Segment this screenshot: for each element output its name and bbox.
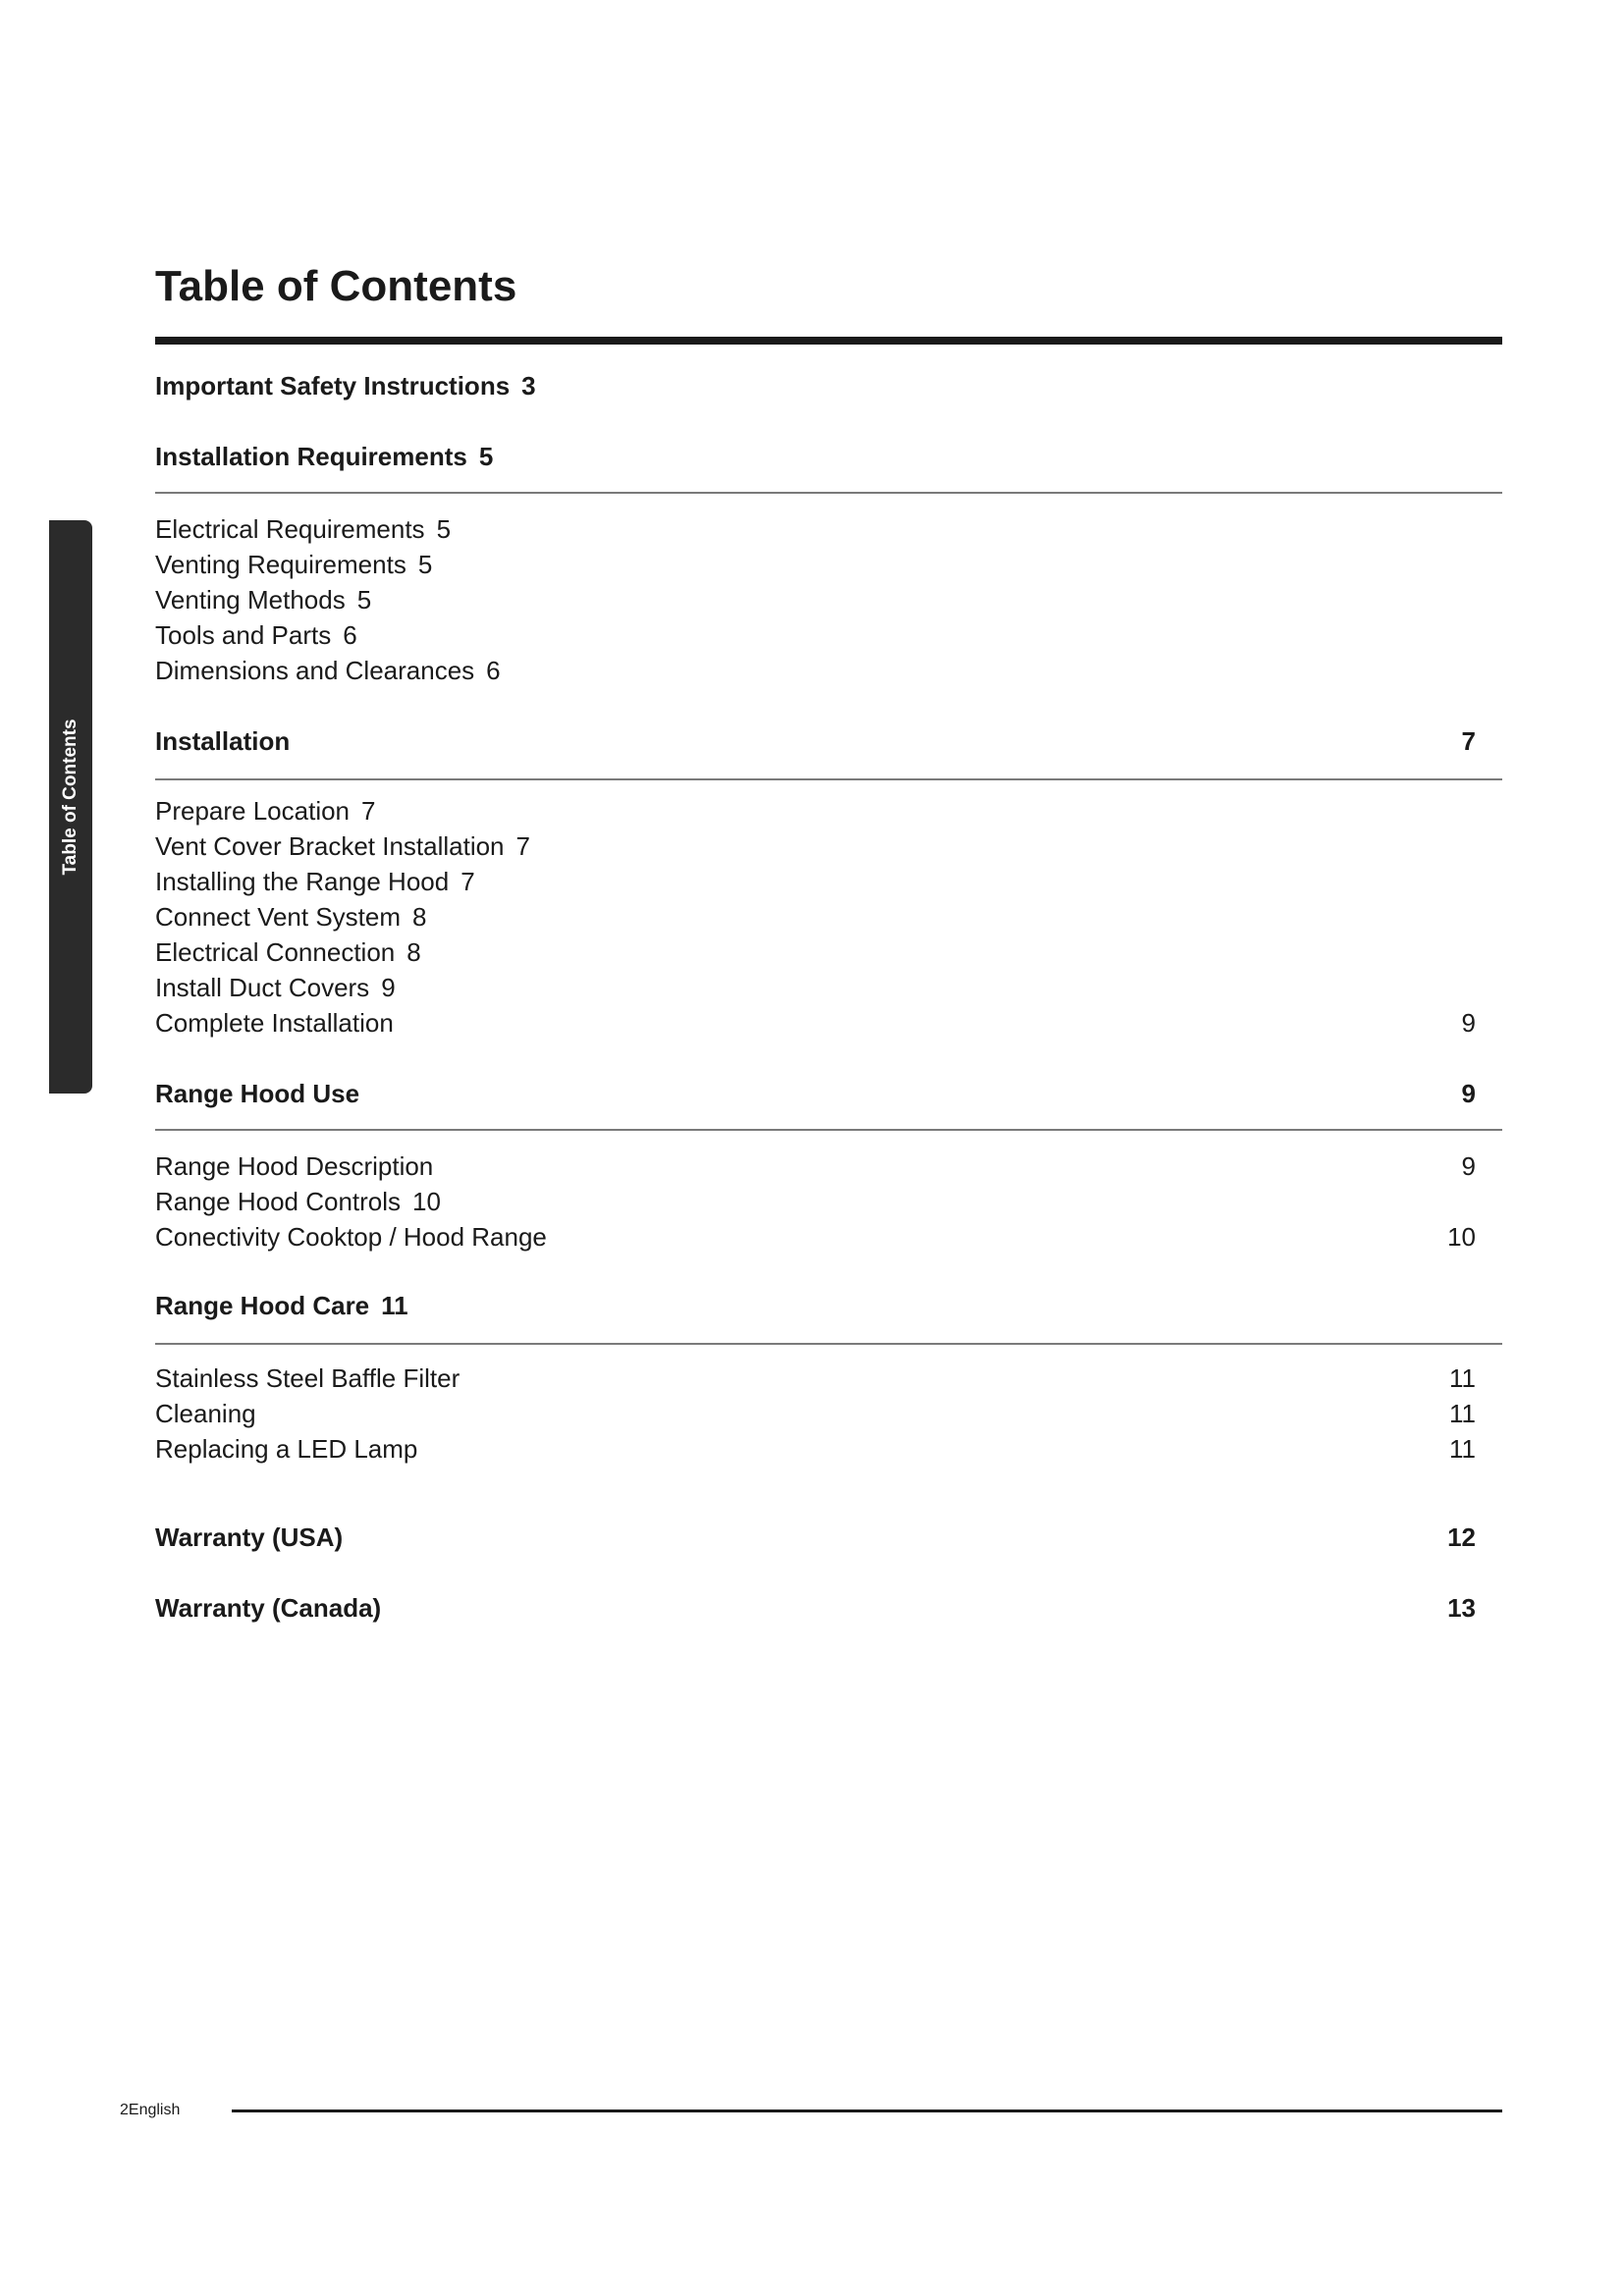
toc-section[interactable] (155, 439, 1476, 474)
toc-section-label: Warranty (Canada) (155, 1593, 382, 1623)
toc-item[interactable] (155, 793, 1476, 828)
toc-page-number: 8 (406, 937, 421, 967)
toc-section-label: Range Hood Care (155, 1291, 370, 1320)
page-title: Table of Contents (155, 262, 517, 310)
toc-item[interactable] (155, 582, 1476, 617)
toc-item-label: Electrical Requirements (155, 514, 425, 544)
toc-item[interactable] (155, 617, 1476, 653)
toc-section[interactable] (155, 1288, 1476, 1323)
toc-page-number: 5 (417, 550, 433, 579)
toc-page-number: 9 (381, 973, 396, 1002)
toc-page-number: 12 (1447, 1522, 1476, 1552)
toc-item-label: Installing the Range Hood (155, 867, 450, 896)
toc-item[interactable] (155, 899, 1476, 934)
toc-item[interactable] (155, 970, 1476, 1005)
title-divider (155, 337, 1502, 345)
toc-section[interactable] (155, 1590, 1476, 1626)
footer-divider (232, 2109, 1502, 2112)
toc-item-label: Vent Cover Bracket Installation (155, 831, 505, 861)
toc-item[interactable] (155, 828, 1476, 864)
toc-item[interactable] (155, 547, 1476, 582)
toc-page-number: 13 (1447, 1593, 1476, 1623)
toc-item-label: Prepare Location (155, 796, 351, 826)
toc-item-label: Venting Methods (155, 585, 346, 614)
section-divider (155, 1343, 1502, 1345)
toc-item[interactable] (155, 1361, 1476, 1396)
toc-item-label: Venting Requirements (155, 550, 406, 579)
toc-item[interactable] (155, 511, 1476, 547)
toc-page-number: 6 (486, 656, 501, 685)
toc-item[interactable] (155, 1184, 1476, 1219)
toc-section-label: Important Safety Instructions (155, 371, 511, 400)
toc-page-number: 6 (343, 620, 357, 650)
toc-page-number: 5 (478, 442, 494, 471)
toc-page-number: 9 (1461, 1151, 1476, 1181)
toc-page-number: 7 (1461, 726, 1476, 756)
toc-page-number: 3 (521, 371, 536, 400)
toc-item[interactable] (155, 1219, 1476, 1255)
toc-item-label: Dimensions and Clearances (155, 656, 475, 685)
toc-page-number: 10 (1447, 1222, 1476, 1252)
toc-page-number: 11 (1449, 1399, 1476, 1428)
side-tab-label: Table of Contents (60, 719, 81, 876)
toc-item[interactable] (155, 1005, 1476, 1041)
toc-item-label: Connect Vent System (155, 902, 402, 932)
toc-item-label: Range Hood Controls (155, 1187, 402, 1216)
toc-page-number: 5 (436, 514, 452, 544)
toc-item-label: Replacing a LED Lamp (155, 1434, 418, 1464)
toc-page-number: 7 (515, 831, 530, 861)
toc-item-label: Conectivity Cooktop / Hood Range (155, 1222, 547, 1252)
toc-section-label: Warranty (USA) (155, 1522, 344, 1552)
toc-section[interactable] (155, 368, 1476, 403)
page-footer: 2English (120, 2102, 181, 2118)
toc-section[interactable] (155, 1076, 1476, 1111)
toc-item[interactable] (155, 653, 1476, 688)
toc-page-number: 11 (381, 1291, 408, 1320)
toc-section[interactable] (155, 723, 1476, 759)
toc-item[interactable] (155, 1431, 1476, 1467)
toc-section[interactable] (155, 1520, 1476, 1555)
toc-page-number: 7 (361, 796, 376, 826)
section-divider (155, 778, 1502, 780)
toc-item[interactable] (155, 1148, 1476, 1184)
toc-item-label: Install Duct Covers (155, 973, 370, 1002)
toc-section-label: Installation (155, 726, 291, 756)
toc-page-number: 9 (1461, 1079, 1476, 1108)
toc-page-number: 9 (1461, 1008, 1476, 1038)
toc-page-number: 5 (356, 585, 372, 614)
toc-item-label: Range Hood Description (155, 1151, 434, 1181)
toc-page-number: 11 (1449, 1434, 1476, 1464)
toc-item-label: Cleaning (155, 1399, 256, 1428)
toc-page-number: 11 (1449, 1363, 1476, 1393)
toc-item[interactable] (155, 864, 1476, 899)
toc-item-label: Tools and Parts (155, 620, 332, 650)
toc-page-number: 8 (412, 902, 427, 932)
toc-item[interactable] (155, 934, 1476, 970)
toc-page-number: 7 (460, 867, 475, 896)
toc-item-label: Stainless Steel Baffle Filter (155, 1363, 460, 1393)
toc-page-number: 10 (412, 1187, 441, 1216)
toc-item-label: Complete Installation (155, 1008, 394, 1038)
toc-section-label: Range Hood Use (155, 1079, 360, 1108)
section-divider (155, 492, 1502, 494)
section-divider (155, 1129, 1502, 1131)
toc-item[interactable] (155, 1396, 1476, 1431)
toc-item-label: Electrical Connection (155, 937, 396, 967)
toc-section-label: Installation Requirements (155, 442, 467, 471)
